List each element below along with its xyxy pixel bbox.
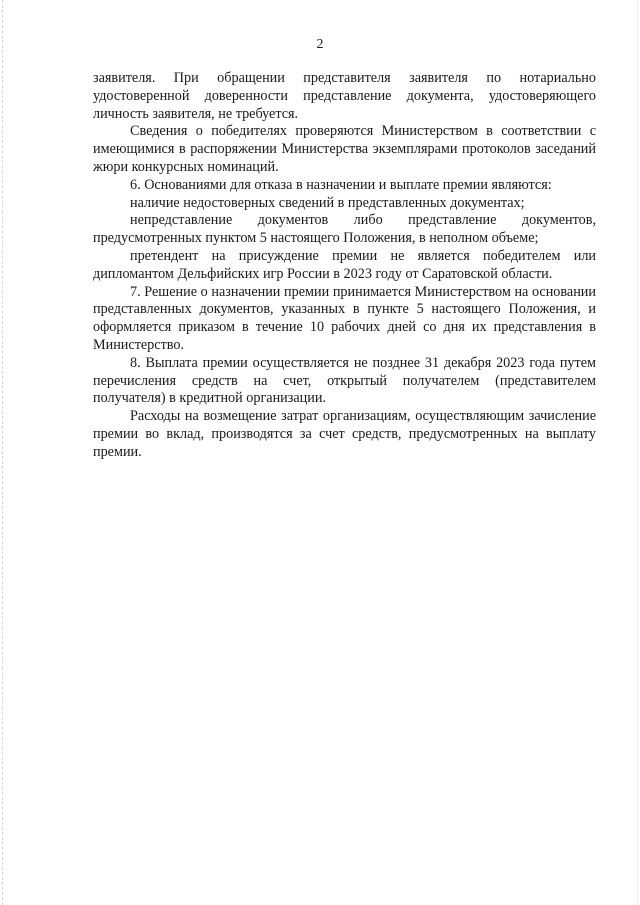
paragraph-continuation: заявителя. При обращении представителя заявителя по нотариально удостоверенной доверенности представление документа, удостоверяющего личность заявителя, не требуется. <box>93 70 596 122</box>
scan-edge-left <box>2 0 3 905</box>
scan-edge-right <box>637 0 638 905</box>
paragraph-item-6: 6. Основаниями для отказа в назначении и выплате премии являются: <box>130 176 552 193</box>
document-body <box>93 70 596 462</box>
paragraph-item-8: 8. Выплата премии осуществляется не позднее 31 декабря 2023 года путем перечисления средств на счет, открытый получателем (представителем получателя) в кредитной организации. <box>93 354 596 407</box>
page-number: 2 <box>316 37 324 52</box>
paragraph-refusal-reason-1: наличие недостоверных сведений в представленных документах; <box>130 194 525 211</box>
paragraph-item-7: 7. Решение о назначении премии принимается Министерством на основании представленных документов, указанных в пункте 5 настоящего Положения, и оформляется приказом в течение 10 рабочих дней со дня их представления в Министерство. <box>93 283 596 353</box>
paragraph-refusal-reason-3: претендент на присуждение премии не является победителем или дипломантом Дельфийских игр России в 2023 году от Саратовской области. <box>93 247 596 282</box>
paragraph-refusal-reason-2: непредставление документов либо представление документов, предусмотренных пунктом 5 настоящего Положения, в неполном объеме; <box>93 212 596 247</box>
paragraph-expenses: Расходы на возмещение затрат организациям, осуществляющим зачисление премии во вклад, производятся за счет средств, предусмотренных на выплату премии. <box>93 408 596 460</box>
paragraph-winners-verification: Сведения о победителях проверяются Министерством в соответствии с имеющимися в распоряжении Министерства экземплярами протоколов заседаний жюри конкурсных номинаций. <box>93 123 596 175</box>
